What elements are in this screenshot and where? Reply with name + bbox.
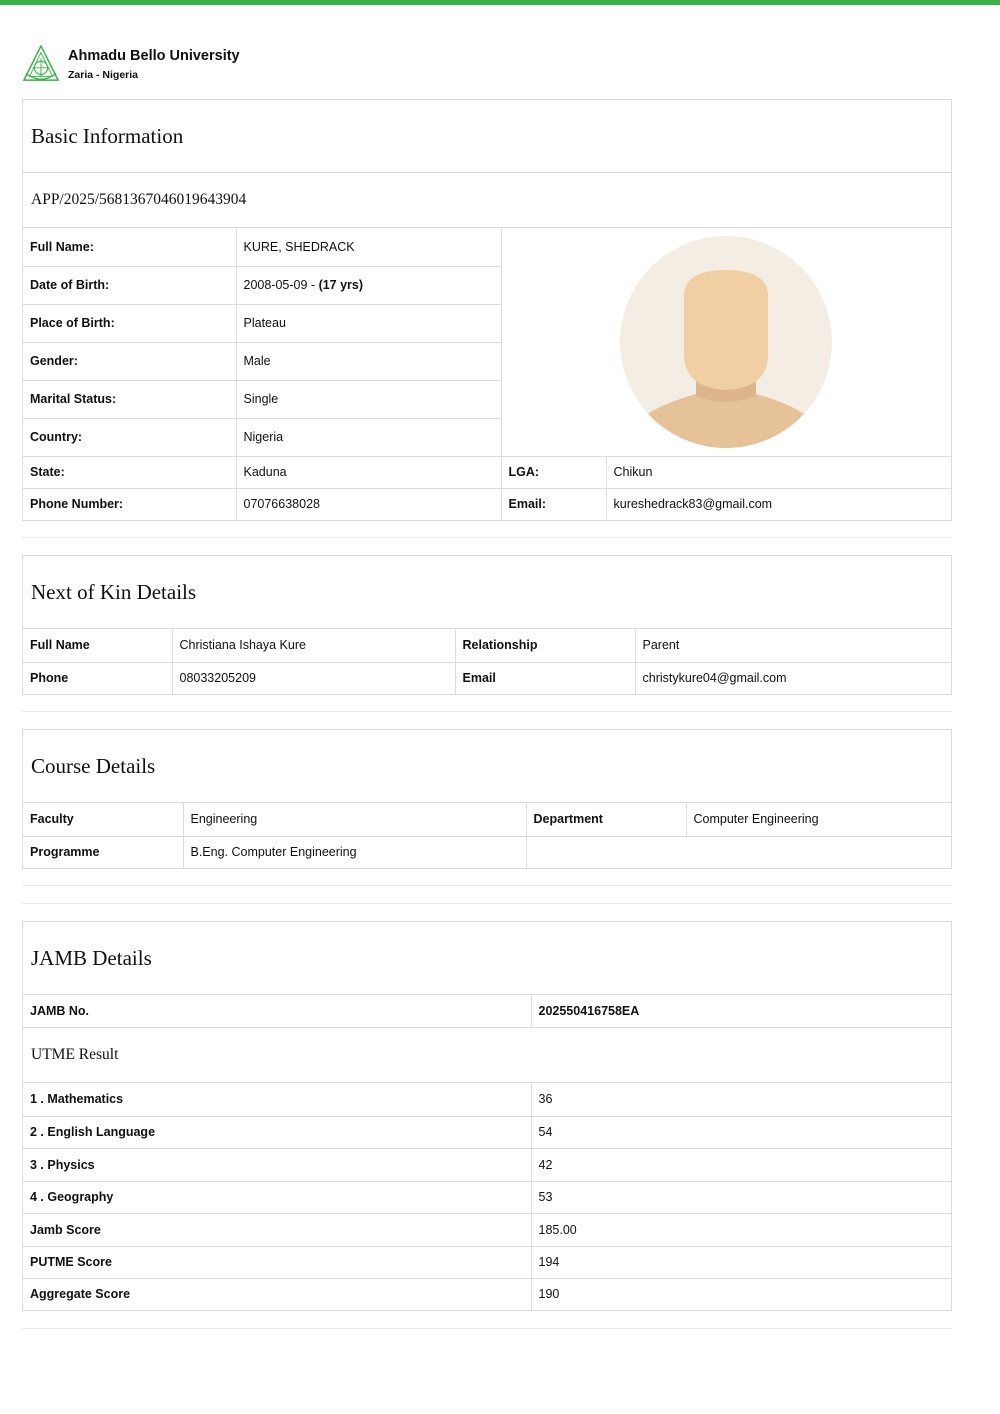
utme-result-table	[23, 1083, 951, 1310]
dob-label: Date of Birth:	[23, 266, 236, 304]
jamb-number-table	[23, 995, 951, 1027]
subject-score: 42	[531, 1148, 951, 1181]
marital-status-value: Single	[236, 380, 501, 418]
full-name-value: KURE, SHEDRACK	[236, 228, 501, 266]
subject-score: 54	[531, 1116, 951, 1148]
next-of-kin-table	[23, 629, 951, 694]
email-value: kureshedrack83@gmail.com	[606, 488, 951, 520]
next-of-kin-title: Next of Kin Details	[23, 556, 951, 629]
programme-label: Programme	[23, 836, 183, 868]
aggregate-score-value: 190	[531, 1278, 951, 1310]
basic-info-table	[23, 228, 951, 520]
avatar-placeholder-icon	[620, 236, 832, 448]
phone-value: 07076638028	[236, 488, 501, 520]
jamb-score-value: 185.00	[531, 1213, 951, 1246]
phone-label: Phone Number:	[23, 488, 236, 520]
full-name-label: Full Name:	[23, 228, 236, 266]
subject-name: 1 . Mathematics	[23, 1083, 531, 1116]
email-label: Email:	[501, 488, 606, 520]
empty-cell	[526, 836, 951, 868]
header	[22, 44, 240, 84]
course-details-title: Course Details	[23, 730, 951, 803]
university-location: Zaria - Nigeria	[68, 68, 139, 81]
kin-email-value: christykure04@gmail.com	[635, 662, 951, 694]
section-divider	[22, 903, 952, 904]
subject-score: 53	[531, 1181, 951, 1213]
university-name: Ahmadu Bello University	[68, 47, 240, 64]
utme-result-title: UTME Result	[23, 1027, 951, 1083]
kin-phone-label: Phone	[23, 662, 172, 694]
gender-value: Male	[236, 342, 501, 380]
pob-value: Plateau	[236, 304, 501, 342]
university-logo-icon	[22, 45, 60, 83]
country-label: Country:	[23, 418, 236, 456]
next-of-kin-section	[22, 555, 952, 695]
section-divider	[22, 885, 952, 886]
section-divider	[22, 537, 952, 538]
state-label: State:	[23, 456, 236, 488]
dob-date: 2008-05-09 -	[243, 278, 319, 292]
faculty-label: Faculty	[23, 803, 183, 836]
programme-value: B.Eng. Computer Engineering	[183, 836, 526, 868]
dob-value	[236, 266, 501, 304]
jamb-details-title: JAMB Details	[23, 922, 951, 995]
subject-name: 2 . English Language	[23, 1116, 531, 1148]
kin-relationship-value: Parent	[635, 629, 951, 662]
subject-name: 4 . Geography	[23, 1181, 531, 1213]
department-label: Department	[526, 803, 686, 836]
photo-cell	[501, 228, 951, 456]
basic-information-section	[22, 99, 952, 521]
putme-score-label: PUTME Score	[23, 1246, 531, 1278]
jamb-number-value: 202550416758EA	[531, 995, 951, 1027]
marital-status-label: Marital Status:	[23, 380, 236, 418]
section-divider	[22, 711, 952, 712]
jamb-score-label: Jamb Score	[23, 1213, 531, 1246]
country-value: Nigeria	[236, 418, 501, 456]
jamb-number-label: JAMB No.	[23, 995, 531, 1027]
state-value: Kaduna	[236, 456, 501, 488]
gender-label: Gender:	[23, 342, 236, 380]
kin-phone-value: 08033205209	[172, 662, 455, 694]
kin-relationship-label: Relationship	[455, 629, 635, 662]
department-value: Computer Engineering	[686, 803, 951, 836]
section-divider	[22, 1328, 952, 1329]
subject-name: 3 . Physics	[23, 1148, 531, 1181]
lga-value: Chikun	[606, 456, 951, 488]
basic-information-title: Basic Information	[23, 100, 951, 173]
kin-name-label: Full Name	[23, 629, 172, 662]
pob-label: Place of Birth:	[23, 304, 236, 342]
kin-name-value: Christiana Ishaya Kure	[172, 629, 455, 662]
application-number: APP/2025/5681367046019643904	[23, 173, 951, 228]
aggregate-score-label: Aggregate Score	[23, 1278, 531, 1310]
top-accent-bar	[0, 0, 1000, 5]
faculty-value: Engineering	[183, 803, 526, 836]
course-details-section	[22, 729, 952, 869]
kin-email-label: Email	[455, 662, 635, 694]
subject-score: 36	[531, 1083, 951, 1116]
lga-label: LGA:	[501, 456, 606, 488]
course-details-table	[23, 803, 951, 868]
putme-score-value: 194	[531, 1246, 951, 1278]
age-value: (17 yrs)	[318, 278, 364, 292]
jamb-details-section	[22, 921, 952, 1311]
